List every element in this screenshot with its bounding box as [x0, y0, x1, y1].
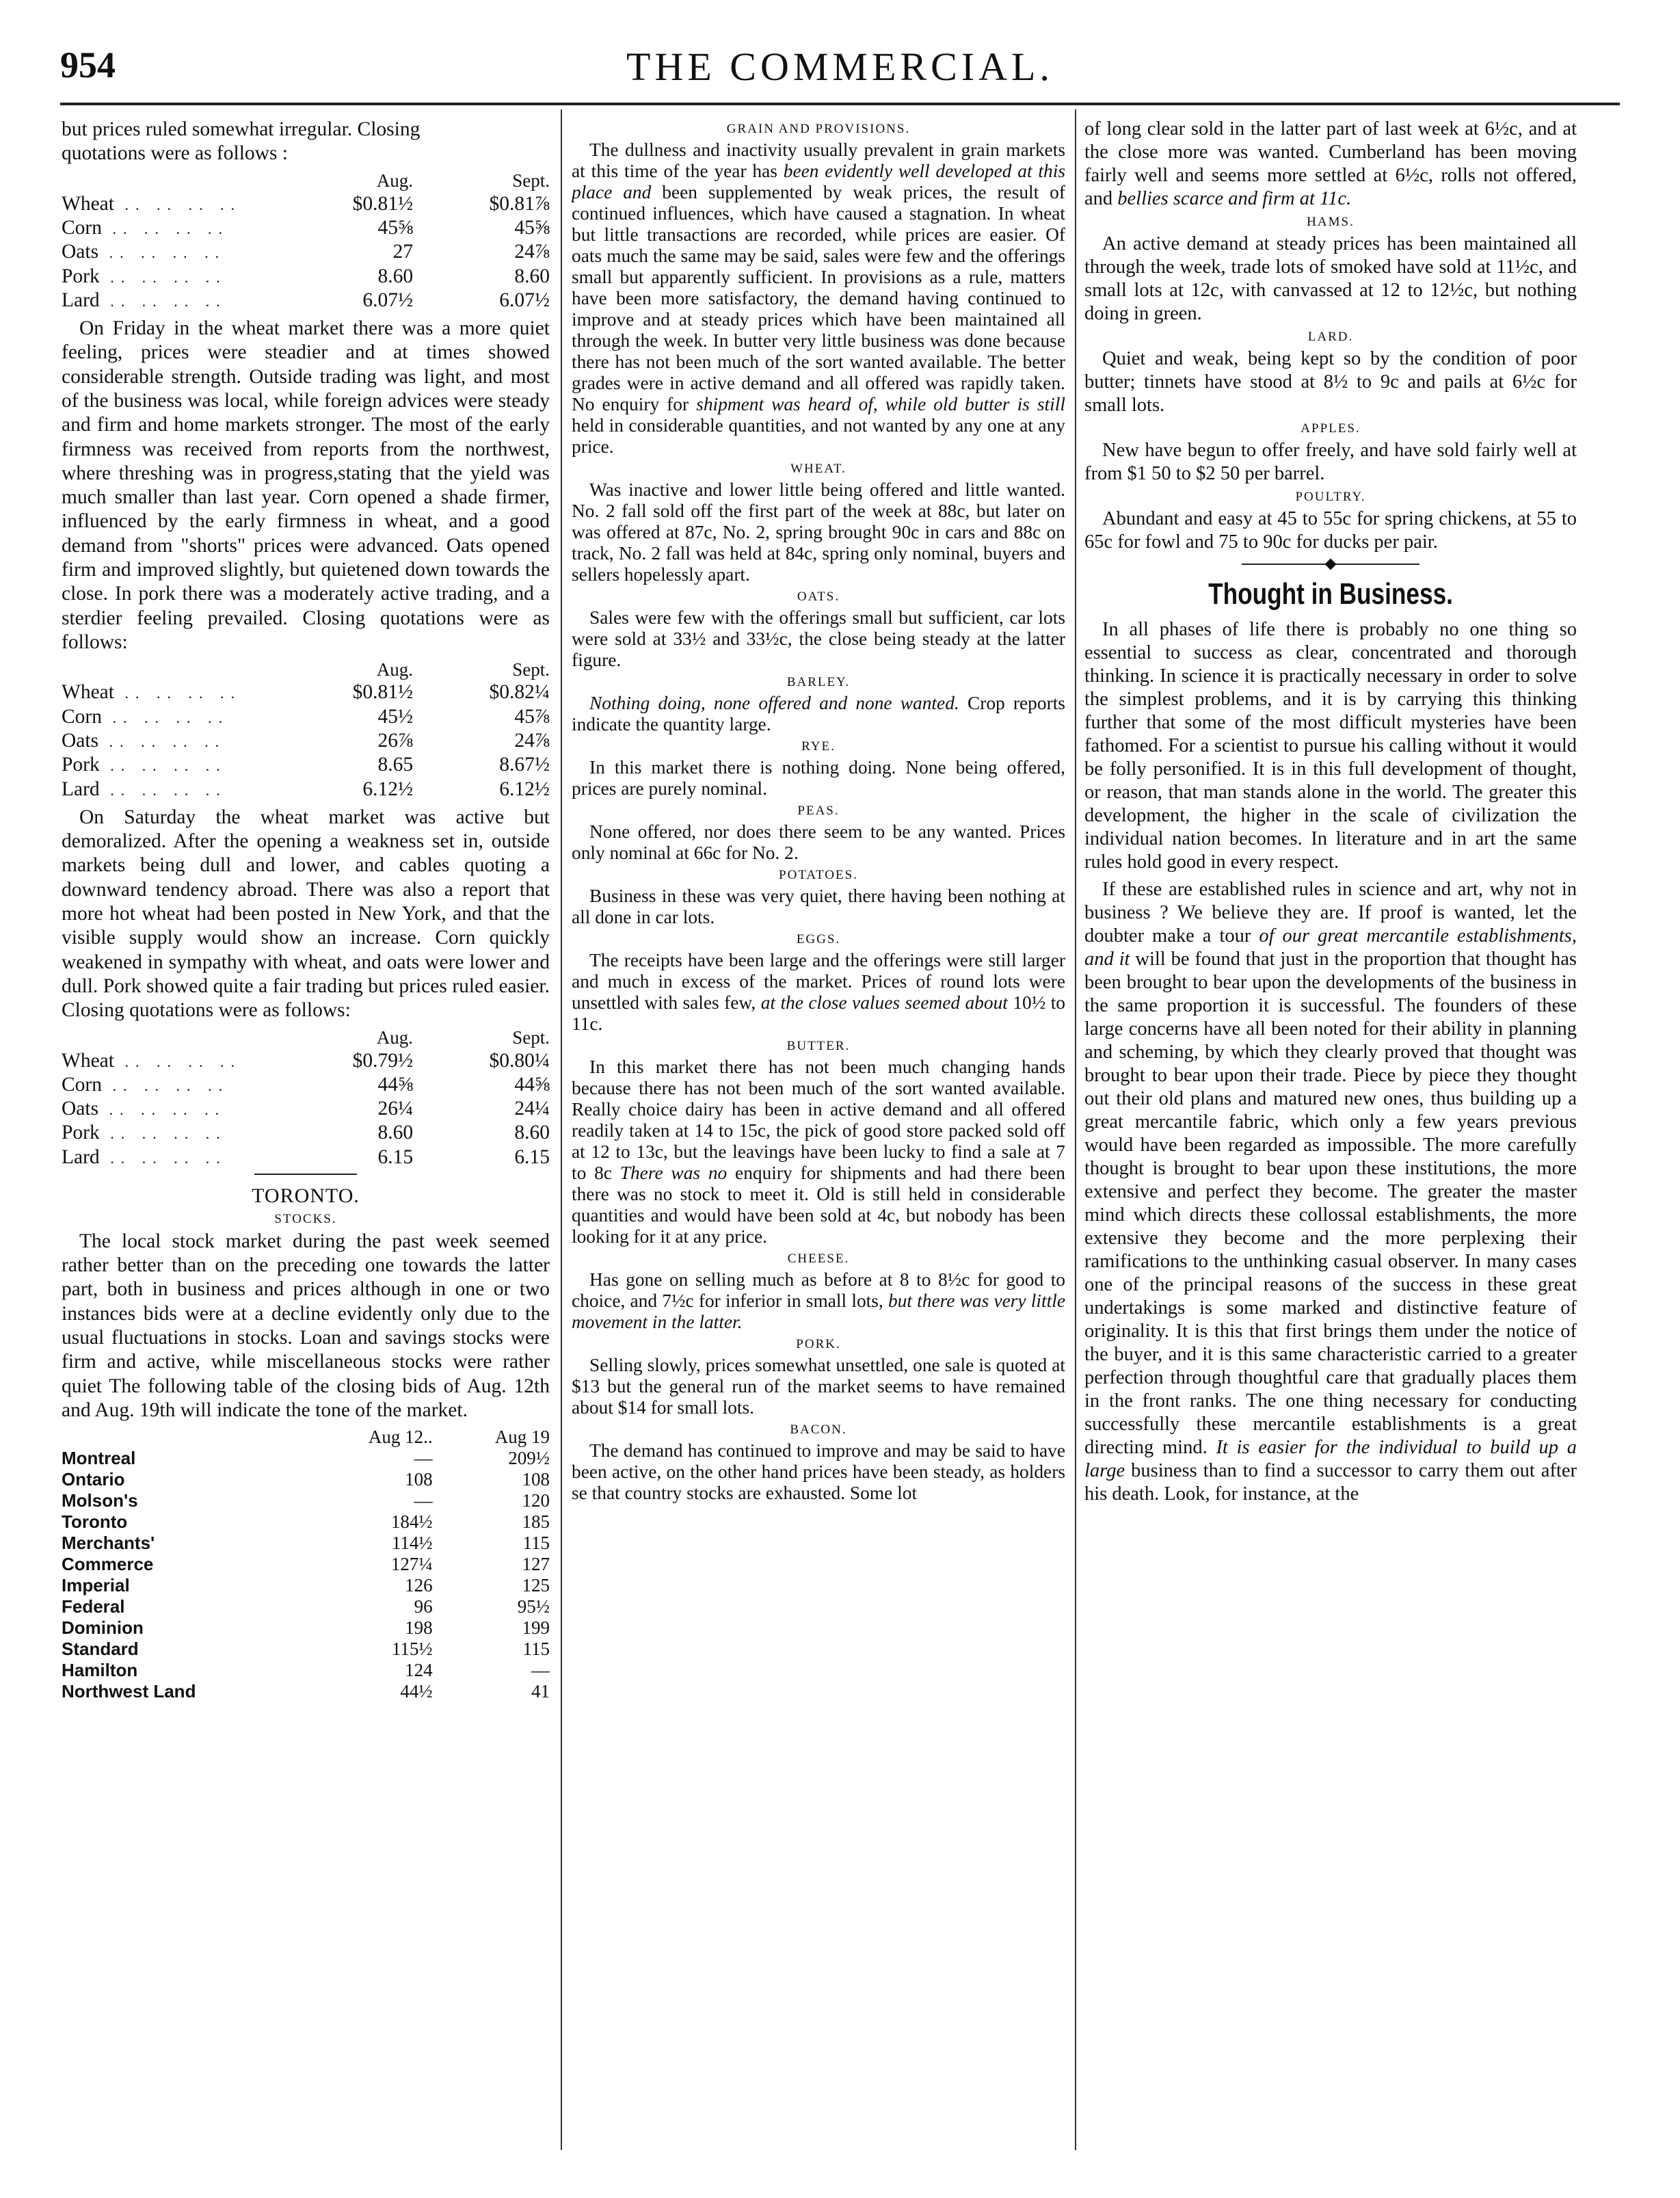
italic-text: It is easier for the individual to build up a large — [1084, 1437, 1577, 1481]
aug-price: 45⅝ — [377, 217, 414, 239]
sept-price: 44⅝ — [514, 1073, 550, 1096]
text: 10½ to 11c. — [572, 992, 1065, 1034]
commodity-label: Corn — [62, 705, 102, 728]
aug12-bid: 198 — [405, 1617, 433, 1639]
paragraph — [572, 1057, 1065, 1247]
commodity-label: Oats — [62, 241, 99, 263]
paragraph: Selling slowly, prices somewhat unsettled, one sale is quoted at $13 but the general run of the market seems to have remained about $14 for small lots. — [572, 1355, 1065, 1418]
subheading: HAMS. — [1307, 215, 1355, 229]
sept-price: 8.60 — [514, 265, 550, 287]
aug-price: $0.81½ — [352, 192, 414, 215]
commodity-name — [62, 729, 276, 753]
commodity-name — [62, 705, 276, 729]
table-row — [62, 1073, 550, 1097]
commodity-label: Pork — [62, 1122, 100, 1144]
stock-label: Dominion — [62, 1617, 144, 1639]
paragraph: quotations were as follows : — [62, 142, 288, 165]
aug12-bid: — — [414, 1448, 433, 1469]
subheading: EGGS. — [796, 932, 841, 946]
text: business than to find a successor to carry them out after his death. Look, for instance, at the — [1084, 1460, 1577, 1505]
commodity-label: Lard — [62, 289, 100, 311]
leader-dots: .. .. .. .. — [99, 268, 227, 286]
commodity-name — [62, 753, 276, 777]
italic-text: There was no — [619, 1163, 728, 1183]
aug19-bid: 115 — [522, 1533, 550, 1554]
table-row — [62, 1448, 550, 1469]
commodity-name — [62, 1097, 276, 1121]
text: enquiry for shipments and had there been there was no stock to meet it. Old is still held in considerable quantities and would have been sold at 4c, but nobody has been looking for it at any price. — [572, 1163, 1065, 1247]
table-row — [62, 1554, 550, 1575]
aug12-bid: — — [414, 1490, 433, 1511]
header-rule — [60, 103, 1620, 105]
commodity-name — [62, 680, 276, 704]
aug-price: 8.60 — [377, 265, 414, 287]
paragraph: In all phases of life there is probably no one thing so essential to success as clear, concentrated and thorough thinking. In science it is practically necessary in order to solve the simplest problems, and it is by carrying this thinking further that some of the most difficult mysteries have been fathomed. For a scientist to pursue his calling without it would be folly personified. It is in this full development of thought, or reason, that man stands alone in the world. The greater this development, the higher in the scale of civilization the individual nation becomes. In literature and in art the same rules hold good in every respect. — [1084, 619, 1577, 873]
column-header: Aug. — [376, 659, 414, 680]
paragraph: but prices ruled somewhat irregular. Closing — [62, 118, 421, 140]
commodity-label: Corn — [62, 1073, 102, 1096]
column-3 — [1084, 118, 1577, 2143]
section-heading: TORONTO. — [252, 1184, 360, 1207]
subheading: CHEESE. — [787, 1252, 850, 1266]
commodity-name — [62, 192, 276, 216]
aug19-bid: 127 — [522, 1554, 550, 1575]
commodity-label: Pork — [62, 754, 100, 776]
column-1 — [62, 118, 550, 2143]
text: held in considerable quantities, and not wanted by any one at any price. — [572, 415, 1065, 457]
table-row — [62, 1660, 550, 1681]
commodity-name — [62, 264, 276, 288]
stock-name — [62, 1533, 315, 1554]
leader-dots: .. .. .. .. — [114, 1052, 241, 1070]
commodity-name — [62, 1073, 276, 1097]
table-row — [62, 1617, 550, 1639]
text: been supplemented by weak prices, the result of continued influences, which have caused a stagnation. In wheat but little transactions are recorded, while prices are easier. Of oats much the same may be said, sales were few and the offerings small but apparently sufficient. In provisions as a rule, matters have been more satisfactory, the demand having continued to improve and at steady prices which have been maintained all through the week. In butter very little business was done because there has not been much of the sort wanted available. The better grades were in active demand and all offered was rapidly taken. No enquiry for — [572, 182, 1065, 414]
stock-label: Federal — [62, 1596, 125, 1617]
column-header: Sept. — [512, 659, 550, 680]
sept-price: $0.81⅞ — [489, 192, 550, 215]
paragraph: New have begun to offer freely, and have sold fairly well at from $1 50 to $2 50 per barrel. — [1084, 440, 1577, 484]
table-row — [62, 1511, 550, 1533]
stock-label: Imperial — [62, 1575, 130, 1596]
stock-name — [62, 1596, 315, 1617]
column-header: Aug 12.. — [368, 1427, 433, 1448]
italic-text: shipment was heard of, while old butter is still — [696, 394, 1065, 414]
column-divider — [1075, 109, 1076, 2150]
subheading: APPLES. — [1301, 421, 1361, 436]
leader-dots: .. .. .. .. — [102, 709, 229, 726]
table-row — [62, 289, 550, 313]
aug12-bid: 124 — [405, 1660, 433, 1681]
leader-dots: .. .. .. .. — [114, 685, 241, 702]
italic-text: been evidently well developed at this place and — [572, 161, 1065, 202]
stock-label: Montreal — [62, 1448, 136, 1469]
table-header-blank — [62, 170, 276, 192]
commodity-label: Wheat — [62, 1049, 114, 1072]
subheading: PEAS. — [797, 804, 840, 818]
sept-price: 8.67½ — [499, 754, 550, 776]
stock-label: Northwest Land — [62, 1681, 196, 1702]
sept-price: 24¼ — [514, 1098, 550, 1120]
table-row — [62, 1575, 550, 1596]
paragraph — [572, 140, 1065, 458]
sept-price: 24⅞ — [514, 241, 550, 263]
page-number: 954 — [60, 44, 116, 85]
commodity-name — [62, 1146, 276, 1169]
italic-text: but there was very little movement in the latter. — [572, 1290, 1065, 1332]
sept-price: 6.07½ — [499, 289, 550, 311]
aug12-bid: 44½ — [400, 1681, 433, 1702]
paragraph: Quiet and weak, being kept so by the condition of poor butter; tinnets have stood at 8½ to 9c and pails at 6½c for small lots. — [1084, 348, 1577, 416]
table-row — [62, 753, 550, 777]
stock-table — [62, 1427, 550, 1702]
table-row — [62, 1048, 550, 1072]
leader-dots: .. .. .. .. — [98, 1101, 226, 1119]
quotation-table — [62, 659, 550, 801]
paragraph: In this market there is nothing doing. None being offered, prices are purely nominal. — [572, 757, 1065, 799]
table-row — [62, 240, 550, 264]
ornamental-rule — [1242, 564, 1419, 565]
commodity-label: Corn — [62, 217, 102, 239]
stock-name — [62, 1681, 315, 1702]
stock-name — [62, 1617, 315, 1639]
section-rule — [254, 1174, 357, 1175]
paragraph: On Friday in the wheat market there was a more quiet feeling, prices were steadier and at times showed considerable strength. Outside trading was light, and most of the business was local, while foreign advices were steady and firm and home markets stronger. The most of the early firmness was received from reports from the northwest, where threshing was in progress,stating that the yield was much smaller than last year. Corn opened a shade firmer, influenced by the early firmness in wheat, and a good demand from "shorts" prices were advanced. Oats opened firm and improved slightly, but quietened down towards the close. In pork there was a moderately active trading, and a sterdier feeling prevailed. Closing quotations were as follows: — [62, 317, 550, 653]
aug-price: $0.79½ — [352, 1049, 414, 1072]
table-row — [62, 1469, 550, 1490]
aug-price: 8.60 — [377, 1122, 414, 1144]
text: will be found that just in the proportion that thought has been brought to bear upon the developments of the business in the same proportion it is successful. The founders of these large concerns have all been noted for their ability in planning and scheming, by which they clearly proved that thought was brought to bear upon their trade. Piece by piece they thought out their old plans and matured new ones, thus building up a great mercantile fabric, which only a few years previous would have been regarded as impossible. The more carefully thought is brought to bear upon these institutions, the more extensive and perfect they become. The greater the master mind which directs these collossal establishments, the more extensive they become and the more perplexing their ramifications to the unthinking casual observer. In many cases one of the principal reasons of the success in these great undertakings is some marked and distinctive feature of originality. It is this that first brings them under the notice of the buyer, and it is this same characteristic carried to a greater perfection through thoughtful care that gradually places them in the front ranks. The one thing necessary for conducting successfully these mercantile establishments is a great directing mind. — [1084, 949, 1577, 1458]
leader-dots: .. .. .. .. — [99, 1149, 227, 1167]
table-row — [62, 192, 550, 216]
column-header: Aug. — [376, 1027, 414, 1048]
aug19-bid: 108 — [522, 1469, 550, 1490]
page-header — [60, 44, 1620, 98]
leader-dots: .. .. .. .. — [98, 732, 226, 750]
sept-price: 45⅞ — [514, 705, 550, 728]
commodity-name — [62, 289, 276, 313]
paragraph — [1084, 118, 1577, 211]
leader-dots: .. .. .. .. — [99, 757, 227, 775]
leader-dots: .. .. .. .. — [114, 196, 241, 213]
paragraph: On Saturday the wheat market was active but demoralized. After the opening a weakness set in, outside markets being dull and lower, and cables quoting a downward tendency abroad. There was also a report that more hot wheat had been posted in New York, and that the visible supply would show an increase. Corn quickly weakened in sympathy with wheat, and oats were lower and dull. Pork showed quite a fair trading but prices ruled easier. Closing quotations were as follows: — [62, 806, 550, 1022]
leader-dots: .. .. .. .. — [102, 1076, 229, 1094]
commodity-label: Lard — [62, 778, 100, 800]
table-row — [62, 1097, 550, 1121]
table-header-blank — [62, 659, 276, 680]
subheading: WHEAT. — [790, 462, 846, 476]
aug12-bid: 127¼ — [390, 1554, 433, 1575]
commodity-label: Pork — [62, 265, 100, 287]
aug12-bid: 184½ — [390, 1511, 433, 1533]
aug-price: 8.65 — [377, 754, 414, 776]
commodity-label: Wheat — [62, 681, 114, 704]
table-row — [62, 1639, 550, 1660]
column-2 — [572, 118, 1065, 2143]
aug19-bid: — — [531, 1660, 550, 1681]
subheading: LARD. — [1307, 330, 1354, 344]
stock-name — [62, 1490, 315, 1511]
column-divider — [561, 109, 562, 2150]
commodity-name — [62, 216, 276, 240]
table-row — [62, 264, 550, 288]
stock-label: Ontario — [62, 1469, 125, 1490]
italic-text: bellies scarce and firm at 11c. — [1117, 188, 1352, 209]
column-header: Sept. — [512, 1027, 550, 1048]
column-header: Aug. — [376, 170, 414, 191]
commodity-name — [62, 240, 276, 264]
aug12-bid: 108 — [405, 1469, 433, 1490]
table-row — [62, 680, 550, 704]
italic-text: of our great mercantile establishments, and it — [1084, 925, 1577, 970]
stock-name — [62, 1469, 315, 1490]
quotation-table — [62, 170, 550, 313]
stock-label: Standard — [62, 1639, 139, 1660]
subheading: BARLEY. — [786, 675, 851, 689]
commodity-label: Lard — [62, 1146, 100, 1168]
aug19-bid: 115 — [522, 1639, 550, 1660]
paragraph — [572, 950, 1065, 1035]
stock-label: Toronto — [62, 1511, 128, 1533]
table-row — [62, 1121, 550, 1145]
quotation-table — [62, 1027, 550, 1169]
aug-price: 26⅞ — [377, 729, 414, 752]
subheading: POTATOES. — [779, 868, 858, 882]
subheading: PORK. — [796, 1337, 841, 1351]
table-row — [62, 1681, 550, 1702]
paragraph: The local stock market during the past week seemed rather better than on the preceding one towards the latter part, both in business and prices although in one or two instances bids were at a decline evidently only due to the usual fluctuations in stocks. Loan and savings stocks were firm and active, while miscellaneous stocks were rather quiet The following table of the closing bids of Aug. 12th and Aug. 19th will indicate the tone of the market. — [62, 1230, 550, 1421]
stock-name — [62, 1660, 315, 1681]
sept-price: 6.15 — [514, 1146, 550, 1168]
stock-name — [62, 1575, 315, 1596]
aug19-bid: 120 — [522, 1490, 550, 1511]
aug-price: 45½ — [377, 705, 414, 728]
paragraph: Was inactive and lower little being offered and little wanted. No. 2 fall sold off the first part of the week at 88c, but later on was offered at 87c, No. 2, spring brought 90c in cars and 88c on track, No. 2 fall was held at 84c, spring only nominal, buyers and sellers hopelessly apart. — [572, 479, 1065, 585]
subheading: RYE. — [801, 739, 836, 754]
aug12-bid: 114½ — [391, 1533, 433, 1554]
table-row — [62, 705, 550, 729]
stock-name — [62, 1511, 315, 1533]
masthead-title: THE COMMERCIAL. — [626, 44, 1054, 89]
commodity-name — [62, 1121, 276, 1145]
text: In this market there has not been much changing hands because there has not been much of the sort wanted available. Really choice dairy has been in active demand and all offered readily taken at 14 to 15c, the pick of good store packed sold off at 12 to 13c, but the leavings have been lucky to find a sale at 7 to 8c — [572, 1057, 1065, 1183]
paragraph — [572, 1269, 1065, 1333]
text: Has gone on selling much as before at 8 to 8½c for good to choice, and 7½c for inferior in small lots, — [572, 1269, 1065, 1311]
table-row — [62, 216, 550, 240]
table-row — [62, 777, 550, 801]
paragraph: An active demand at steady prices has been maintained all through the week, trade lots of smoked have sold at 11½c, and small lots at 12c, with canvassed at 12 to 12½c, but nothing doing in green. — [1084, 233, 1577, 324]
sept-price: $0.82¼ — [489, 681, 550, 704]
stock-name — [62, 1639, 315, 1660]
text: The receipts have been large and the offerings were still larger and much in excess of the market. Prices of round lots were unsettled with sales few, — [572, 950, 1065, 1013]
stock-name — [62, 1554, 315, 1575]
subheading: BACON. — [790, 1422, 847, 1437]
leader-dots: .. .. .. .. — [99, 781, 227, 799]
aug19-bid: 125 — [522, 1575, 550, 1596]
commodity-label: Oats — [62, 1098, 99, 1120]
commodity-label: Wheat — [62, 192, 114, 215]
aug19-bid: 95½ — [517, 1596, 550, 1617]
aug12-bid: 126 — [405, 1575, 433, 1596]
subheading: BUTTER. — [786, 1039, 851, 1053]
text: If these are established rules in science and art, why not in business ? We believe they are. If proof is wanted, let the doubter make a tour — [1084, 879, 1577, 946]
stock-name — [62, 1448, 315, 1469]
leader-dots: .. .. .. .. — [102, 220, 229, 238]
table-row — [62, 729, 550, 753]
aug-price: 27 — [392, 241, 414, 263]
leader-dots: .. .. .. .. — [99, 292, 227, 310]
aug-price: 6.07½ — [362, 289, 414, 311]
aug12-bid: 96 — [414, 1596, 433, 1617]
column-header: Aug 19 — [494, 1427, 550, 1448]
leader-dots: .. .. .. .. — [99, 1125, 227, 1143]
diamond-icon — [1325, 559, 1337, 570]
aug-price: 26¼ — [377, 1098, 414, 1120]
table-header-blank — [62, 1427, 315, 1448]
commodity-name — [62, 777, 276, 801]
paragraph: None offered, nor does there seem to be any wanted. Prices only nominal at 66c for No. 2. — [572, 821, 1065, 863]
paragraph: Business in these was very quiet, there having been nothing at all done in car lots. — [572, 886, 1065, 927]
commodity-label: Oats — [62, 729, 99, 752]
text: of long clear sold in the latter part of last week at 6½c, and at the close more was wanted. Cumberland has been moving fairly well and seems more settled at 6½c, rolls not offered, and — [1084, 118, 1577, 209]
article-title: Thought in Business. — [1208, 577, 1453, 611]
aug-price: 44⅝ — [377, 1073, 414, 1096]
table-header-blank — [62, 1027, 276, 1048]
sept-price: 24⅞ — [514, 729, 550, 752]
stock-label: Molson's — [62, 1490, 138, 1511]
paragraph — [572, 693, 1065, 735]
text: The dullness and inactivity usually prevalent in grain markets at this time of the year has — [572, 140, 1065, 181]
leader-dots: .. .. .. .. — [98, 244, 226, 262]
text: Crop reports indicate the quantity large. — [572, 693, 1065, 734]
stock-label: Hamilton — [62, 1660, 138, 1681]
stock-label: Commerce — [62, 1554, 154, 1575]
aug-price: $0.81½ — [352, 681, 414, 704]
aug19-bid: 209½ — [508, 1448, 550, 1469]
sept-price: 6.12½ — [499, 778, 550, 800]
column-header: Sept. — [512, 170, 550, 191]
commodity-name — [62, 1048, 276, 1072]
table-row — [62, 1490, 550, 1511]
italic-text: Nothing doing, none offered and none wanted. — [589, 693, 959, 713]
paragraph: Abundant and easy at 45 to 55c for spring chickens, at 55 to 65c for fowl and 75 to 90c for ducks per pair. — [1084, 508, 1577, 553]
stock-label: Merchants' — [62, 1533, 155, 1554]
table-row — [62, 1533, 550, 1554]
table-row — [62, 1596, 550, 1617]
paragraph: The demand has continued to improve and may be said to have been active, on the other hand prices have been steady, as holders se that country stocks are exhausted. Some lot — [572, 1440, 1065, 1503]
subheading: OATS. — [797, 590, 840, 604]
italic-text: at the close values seemed about — [760, 992, 1008, 1013]
aug12-bid: 115½ — [391, 1639, 433, 1660]
aug19-bid: 185 — [522, 1511, 550, 1533]
paragraph — [1084, 878, 1577, 1506]
aug19-bid: 199 — [522, 1617, 550, 1639]
aug19-bid: 41 — [531, 1681, 550, 1702]
sept-price: $0.80¼ — [489, 1049, 550, 1072]
subheading: GRAIN AND PROVISIONS. — [726, 122, 911, 136]
table-row — [62, 1146, 550, 1169]
subheading: POULTRY. — [1295, 490, 1366, 504]
subheading: STOCKS. — [274, 1211, 337, 1226]
sept-price: 45⅝ — [514, 217, 550, 239]
aug-price: 6.12½ — [362, 778, 414, 800]
aug-price: 6.15 — [377, 1146, 414, 1168]
paragraph: Sales were few with the offerings small but sufficient, car lots were sold at 33½ and 33½c, the close being steady at the latter figure. — [572, 607, 1065, 670]
sept-price: 8.60 — [514, 1122, 550, 1144]
